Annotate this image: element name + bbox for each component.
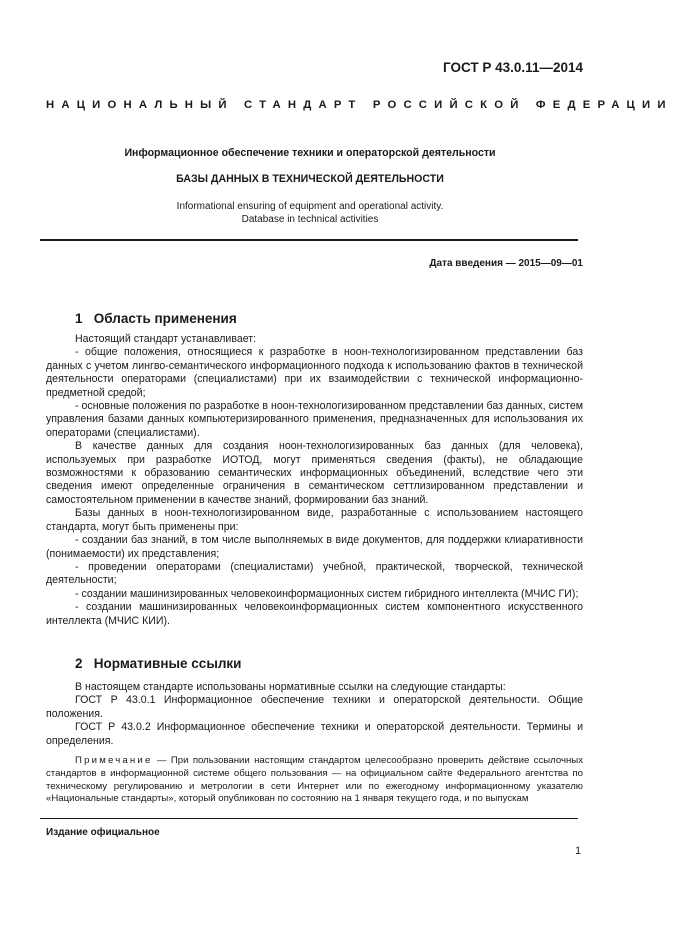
- section-heading: [75, 311, 237, 326]
- introduction-date: Дата введения — 2015—09—01: [429, 258, 583, 269]
- note-text: — При пользовании настоящим стандартом целесообразно проверить действие ссылочных стандартов в информационной системе общего пользования — на официальном сайте Федерального агентства по техническому регулированию и метрологии в сети Интернет или по ежегодному информационному указателю «Национальные стандарты», который опубликован по состоянию на 1 января текущего года, и по выпускам: [46, 755, 583, 805]
- paragraph: - проведении операторами (специалистами) учебной, практической, творческой, технической деятельности;: [46, 560, 583, 587]
- section-body: [46, 333, 583, 628]
- paragraph: - основные положения по разработке в ноон-технологизированном представлении баз данных, систем управления базами данных компьютеризированного применения, предназначенных для использования их операторами (специалистами).: [46, 400, 583, 439]
- title-divider: [40, 239, 578, 241]
- section-number: 2: [75, 656, 83, 671]
- section-heading: [75, 656, 241, 671]
- paragraph: - создании машинизированных человекоинформационных систем компонентного искусственного интеллекта (МЧИС КИИ).: [46, 601, 583, 627]
- note-paragraph: [46, 755, 583, 806]
- english-title-line: Informational ensuring of equipment and operational activity.: [176, 201, 444, 212]
- section-body: [46, 681, 583, 748]
- paragraph: - создании баз знаний, в том числе выполняемых в виде документов, для поддержки клиаративности (понимаемости) их представления;: [46, 534, 583, 560]
- standard-type-heading: НАЦИОНАЛЬНЫЙ СТАНДАРТ РОССИЙСКОЙ ФЕДЕРАЦИИ: [46, 99, 673, 111]
- paragraph: ГОСТ Р 43.0.1 Информационное обеспечение техники и операторской деятельности. Общие положения.: [46, 694, 583, 720]
- section-title: Нормативные ссылки: [93, 656, 242, 671]
- note-label: Примечание: [75, 755, 153, 766]
- note-block: [46, 755, 583, 806]
- section-title: Область применения: [93, 311, 237, 326]
- english-title: [40, 200, 580, 226]
- paragraph: В настоящем стандарте использованы нормативные ссылки на следующие стандарты:: [75, 681, 506, 693]
- paragraph: Настоящий стандарт устанавливает:: [75, 333, 257, 345]
- paragraph: - создании машинизированных человекоинформационных систем гибридного интеллекта (МЧИС ГИ);: [75, 587, 579, 600]
- paragraph: - общие положения, относящиеся к разработке в ноон-технологизированном представлении баз данных с учетом лингво-семантического информационного подхода к использованию фактов в технической деятельности операторами (специалистами) при их взаимодействии с технической информационно-предметной средой;: [46, 346, 583, 399]
- paragraph: ГОСТ Р 43.0.2 Информационное обеспечение техники и операторской деятельности. Термины и определения.: [46, 721, 583, 747]
- document-code: ГОСТ Р 43.0.11—2014: [443, 60, 583, 75]
- english-title-line: Database in technical activities: [241, 214, 379, 225]
- document-title: БАЗЫ ДАННЫХ В ТЕХНИЧЕСКОЙ ДЕЯТЕЛЬНОСТИ: [176, 173, 444, 185]
- series-title: Информационное обеспечение техники и операторской деятельности: [124, 147, 496, 159]
- paragraph: В качестве данных для создания ноон-технологизированных баз данных (для человека), используемых при разработке ИОТОД, могут применяться сведения (факты), не обладающие возможностями к образованию семантических информационных объединений, вследствие чего эти сведения имеют определенные ограничения в семантическом сеттлизированном представлении и самостоятельном применении в качестве знаний, формировании баз знаний.: [46, 440, 583, 506]
- section-number: 1: [75, 311, 83, 326]
- paragraph: Базы данных в ноон-технологизированном виде, разработанные с использованием настоящего стандарта, могут быть применены при:: [46, 507, 583, 533]
- footer-divider: [40, 818, 578, 819]
- page-number: 1: [575, 845, 581, 857]
- edition-label: Издание официальное: [46, 827, 160, 838]
